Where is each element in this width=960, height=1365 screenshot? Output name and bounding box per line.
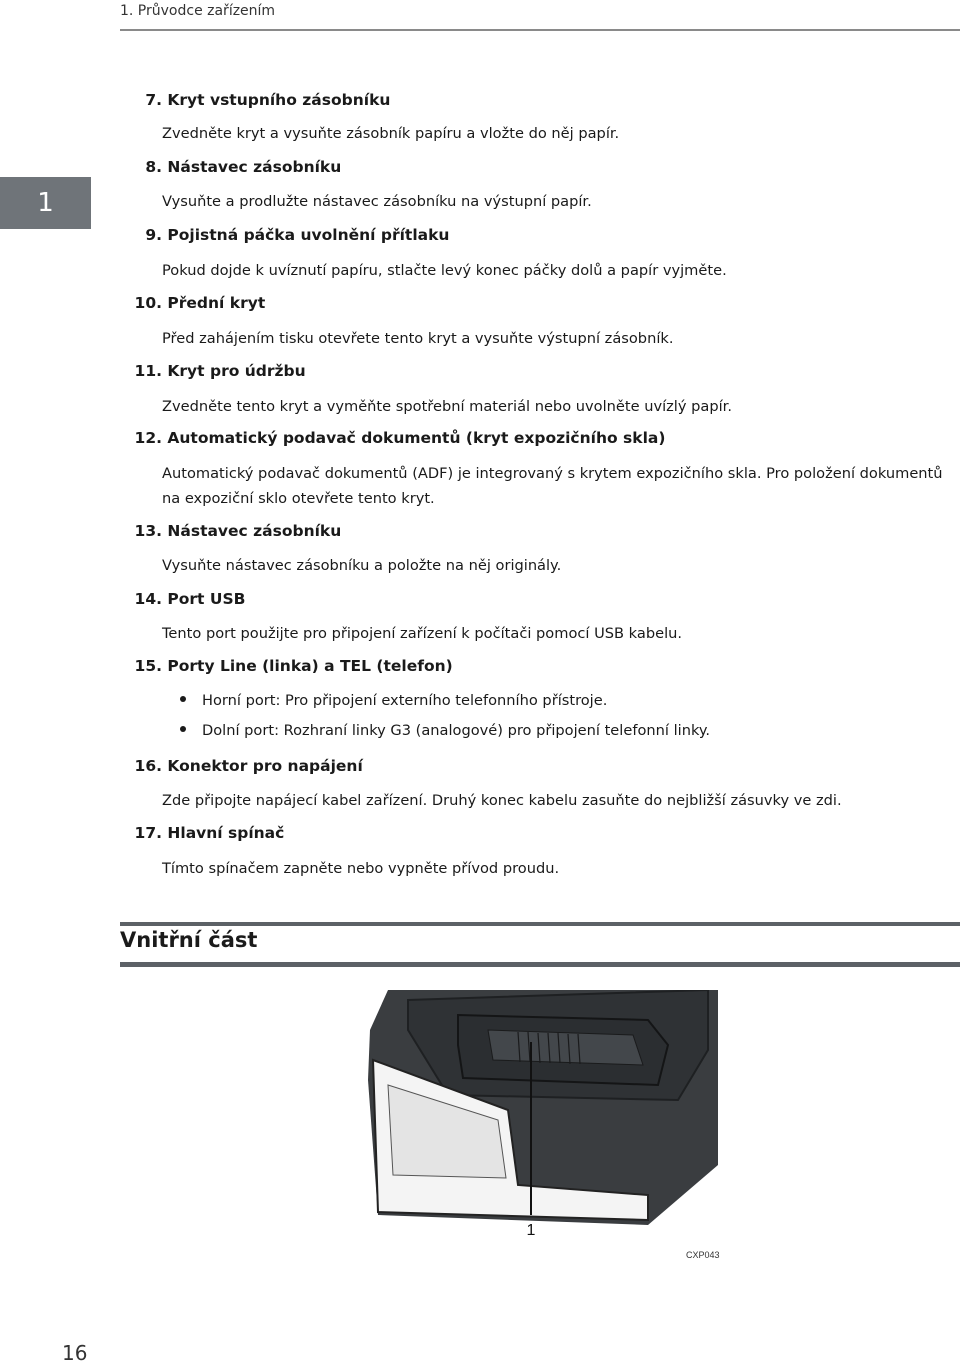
bullet-item (180, 722, 710, 739)
section-bottom-rule (120, 962, 960, 967)
item-title (120, 429, 960, 447)
item-number: 9. (145, 226, 162, 244)
item-title (120, 362, 960, 380)
item-description: Tento port použijte pro připojení zařízení k počítači pomocí USB kabelu. (162, 625, 683, 642)
item-number: 15. (134, 657, 162, 675)
item-title (120, 226, 960, 244)
item-title (120, 158, 960, 176)
item-label: Nástavec zásobníku (167, 522, 342, 540)
item-number: 14. (134, 590, 162, 608)
item-number: 11. (134, 362, 162, 380)
cartridge-grip-shape (488, 1030, 643, 1065)
list-item (120, 824, 960, 842)
item-label: Nástavec zásobníku (167, 158, 342, 176)
list-item (120, 91, 960, 109)
item-label: Hlavní spínač (167, 824, 285, 842)
item-label: Porty Line (linka) a TEL (telefon) (167, 657, 453, 675)
bullet-icon (180, 726, 186, 732)
figure-code: CXP043 (686, 1250, 720, 1260)
item-description: Pokud dojde k uvíznutí papíru, stlačte levý konec páčky dolů a papír vyjměte. (162, 262, 727, 279)
header-rule (120, 29, 960, 31)
item-label: Kryt vstupního zásobníku (167, 91, 391, 109)
bullet-text: Dolní port: Rozhraní linky G3 (analogové) pro připojení telefonní linky. (202, 722, 711, 739)
item-description: Zvedněte kryt a vysuňte zásobník papíru a vložte do něj papír. (162, 125, 620, 142)
section-title: Vnitřní část (120, 928, 258, 952)
item-number: 16. (134, 757, 162, 775)
printer-interior-figure (348, 990, 738, 1262)
item-title (120, 657, 960, 675)
item-description: Zde připojte napájecí kabel zařízení. Druhý konec kabelu zasuňte do nejbližší zásuvky ve zdi. (162, 792, 842, 809)
item-title (120, 294, 960, 312)
callout-number: 1 (526, 1222, 536, 1239)
item-number: 13. (134, 522, 162, 540)
item-label: Port USB (167, 590, 246, 608)
list-item (120, 294, 960, 312)
printer-illustration (348, 990, 738, 1262)
item-number: 10. (134, 294, 162, 312)
item-description: Před zahájením tisku otevřete tento kryt a vysuňte výstupní zásobník. (162, 330, 674, 347)
item-description: Automatický podavač dokumentů (ADF) je integrovaný s krytem expozičního skla. Pro položení dokumentů na expoziční sklo otevřete tento kryt. (162, 465, 943, 507)
item-number: 17. (134, 824, 162, 842)
item-label: Pojistná páčka uvolnění přítlaku (167, 226, 450, 244)
item-label: Konektor pro napájení (167, 757, 363, 775)
item-title (120, 824, 960, 842)
item-description: Tímto spínačem zapněte nebo vypněte přívod proudu. (162, 860, 560, 877)
item-number: 12. (134, 429, 162, 447)
item-title (120, 590, 960, 608)
list-item (120, 590, 960, 608)
running-header: 1. Průvodce zařízením (120, 3, 276, 19)
section-top-rule (120, 922, 960, 926)
bullet-item (180, 692, 607, 709)
list-item (120, 757, 960, 775)
item-title (120, 757, 960, 775)
item-title (120, 91, 960, 109)
list-item (120, 429, 960, 447)
list-item (120, 522, 960, 540)
item-number: 8. (145, 158, 162, 176)
item-title (120, 522, 960, 540)
page-number: 16 (62, 1341, 88, 1365)
bullet-text: Horní port: Pro připojení externího telefonního přístroje. (202, 692, 608, 709)
item-number: 7. (145, 91, 162, 109)
list-item (120, 362, 960, 380)
list-item (120, 226, 960, 244)
item-description: Vysuňte nástavec zásobníku a položte na něj originály. (162, 557, 562, 574)
list-item (120, 657, 960, 675)
item-description: Zvedněte tento kryt a vyměňte spotřební materiál nebo uvolněte uvízlý papír. (162, 398, 732, 415)
list-item (120, 158, 960, 176)
item-label: Kryt pro údržbu (167, 362, 306, 380)
chapter-tab: 1 (0, 177, 91, 229)
bullet-icon (180, 696, 186, 702)
item-description: Vysuňte a prodlužte nástavec zásobníku na výstupní papír. (162, 193, 592, 210)
item-label: Automatický podavač dokumentů (kryt expozičního skla) (167, 429, 666, 447)
item-label: Přední kryt (167, 294, 266, 312)
